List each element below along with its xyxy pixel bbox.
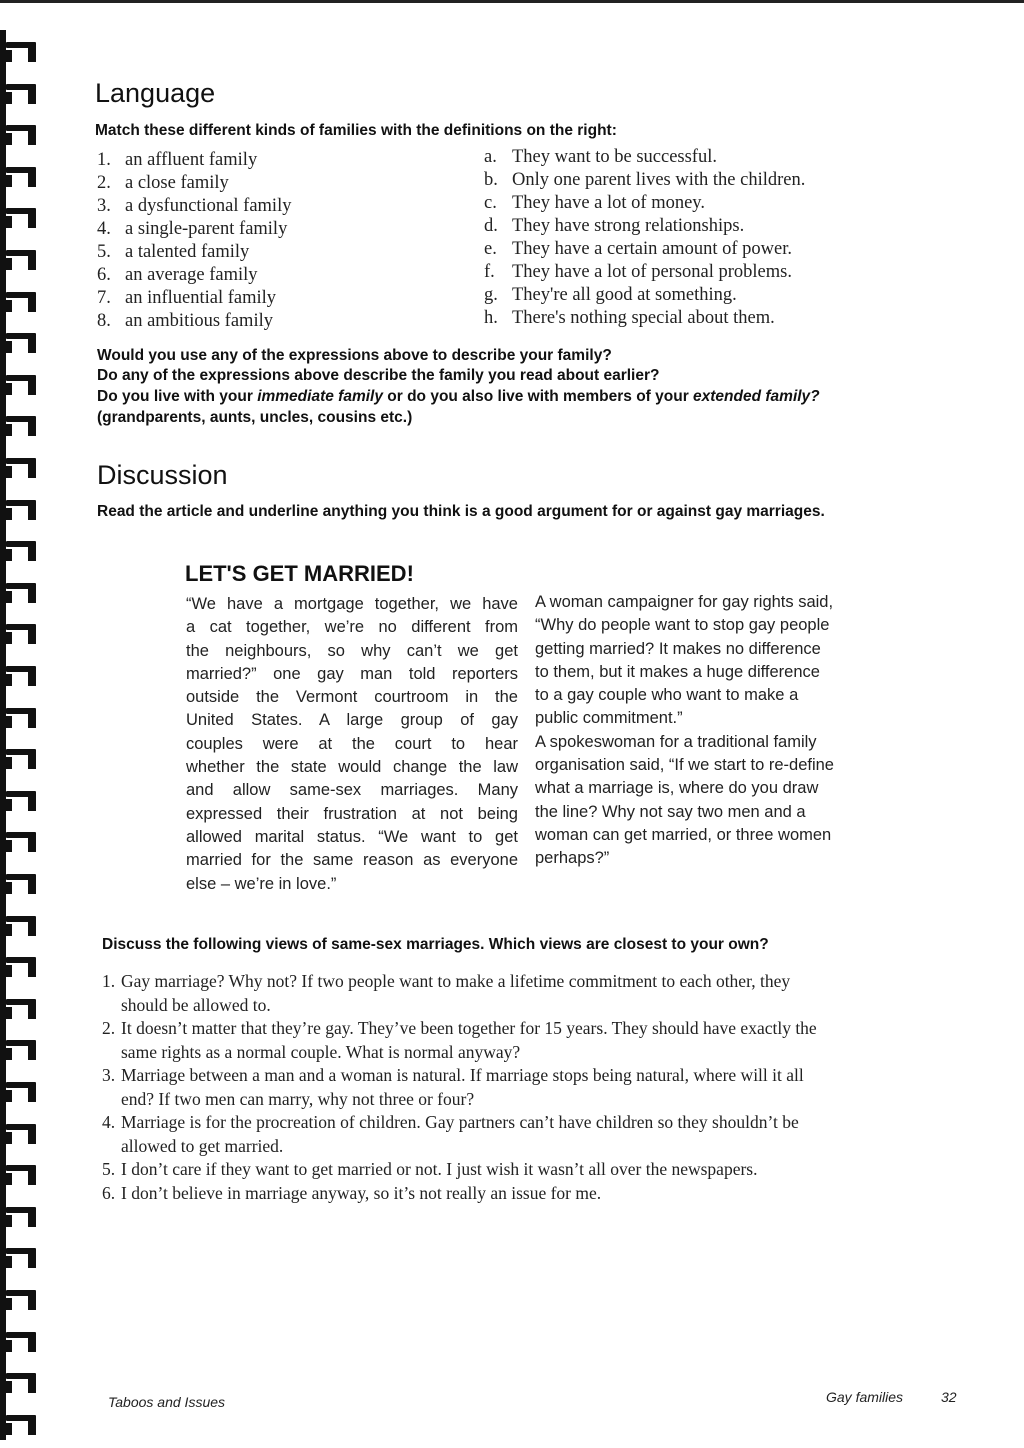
article-line: to a gay couple who want to make a <box>535 686 799 705</box>
binding-ring <box>6 1332 36 1352</box>
article-line: to them, but it makes a huge difference <box>535 662 820 681</box>
article-line: the line? Why not say two men and a <box>535 802 806 821</box>
definition-item: e. They have a certain amount of power. <box>484 239 792 259</box>
definition-item: a. They want to be successful. <box>484 147 717 167</box>
definition-item: f. They have a lot of personal problems. <box>484 262 792 282</box>
view-item: 6. I don’t believe in marriage anyway, so it’s not really an issue for me. <box>102 1182 602 1203</box>
binding-ring <box>6 957 36 977</box>
binding-ring <box>6 42 36 62</box>
view-item: 1. Gay marriage? Why not? If two people want to make a lifetime commitment to each other, they <box>102 971 791 991</box>
family-item: 2. a close family <box>97 173 229 193</box>
article-line: married?” one gay man told reporters <box>186 664 518 683</box>
language-heading: Language <box>95 78 216 108</box>
article-line: outside the Vermont courtroom in the <box>186 688 518 707</box>
article-line: A woman campaigner for gay rights said, <box>535 593 834 611</box>
article-title: LET'S GET MARRIED! <box>185 561 414 586</box>
discussion-instruction: Read the article and underline anything you think is a good argument for or against gay marriages. <box>97 503 825 520</box>
binding-ring <box>6 708 36 728</box>
article-line: “We have a mortgage together, we have <box>186 595 518 613</box>
definition-item: g. They're all good at something. <box>484 285 737 305</box>
question-1: Would you use any of the expressions above to describe your family? <box>97 347 612 364</box>
view-item-continuation: allowed to get married. <box>121 1135 284 1156</box>
binding-ring <box>6 666 36 686</box>
footer-page-number: 32 <box>941 1389 957 1405</box>
article-line: woman can get married, or three women <box>535 825 832 844</box>
question-4: (grandparents, aunts, uncles, cousins etc.) <box>97 409 413 426</box>
footer-unit-title: Gay families <box>826 1389 904 1405</box>
view-item-continuation: end? If two men can marry, why not three or four? <box>121 1088 475 1109</box>
binding-ring <box>6 1207 36 1227</box>
article-line: public commitment.” <box>535 709 683 728</box>
article-line: organisation said, “If we start to re-define <box>535 756 834 775</box>
binding-ring <box>6 1040 36 1060</box>
binding-ring <box>6 624 36 644</box>
family-item: 6. an average family <box>97 265 258 285</box>
article-column-2 <box>535 591 871 871</box>
binding-ring <box>6 1165 36 1185</box>
article-line: the neighbours, so why can’t we get <box>186 641 518 660</box>
article-line: allowed marital status. “We want to get <box>186 827 518 846</box>
binding-ring <box>6 1290 36 1310</box>
definitions-list <box>484 146 805 330</box>
family-item: 3. a dysfunctional family <box>97 196 292 216</box>
definition-item: h. There's nothing special about them. <box>484 308 775 328</box>
definition-item: d. They have strong relationships. <box>484 216 745 236</box>
binding-ring <box>6 125 36 145</box>
binding-ring <box>6 999 36 1019</box>
family-item: 8. an ambitious family <box>97 311 273 331</box>
family-item: 5. a talented family <box>97 242 250 262</box>
view-item: 4. Marriage is for the procreation of children. Gay partners can’t have children so they shouldn’t be <box>102 1112 799 1132</box>
article-line: and allow same-sex marriages. Many <box>186 781 518 800</box>
binding-ring <box>6 749 36 769</box>
view-item-continuation: should be allowed to. <box>121 994 271 1015</box>
binding-ring <box>6 874 36 894</box>
binding-ring <box>6 1373 36 1393</box>
binding-ring <box>6 500 36 520</box>
binding-ring <box>6 1082 36 1102</box>
binding-ring <box>6 458 36 478</box>
binding-ring <box>6 250 36 270</box>
binding-ring <box>6 583 36 603</box>
article-line: expressed their frustration at not being <box>186 804 518 823</box>
view-item: 2. It doesn’t matter that they’re gay. They’ve been together for 15 years. They should have exactly the <box>102 1018 817 1038</box>
article-line: a cat together, we’re no different from <box>186 618 518 637</box>
binding-ring <box>6 167 36 187</box>
article-line: else – we’re in love.” <box>186 874 337 893</box>
views-list <box>102 970 947 1205</box>
article-line: whether the state would change the law <box>186 758 518 777</box>
article-line: “Why do people want to stop gay people <box>535 616 830 635</box>
article-line: getting married? It makes no difference <box>535 639 821 658</box>
spiral-binding <box>0 30 44 1440</box>
binding-ring <box>6 416 36 436</box>
view-item-continuation: same rights as a normal couple. What is normal anyway? <box>121 1041 521 1062</box>
binding-ring <box>6 84 36 104</box>
article-line: perhaps?” <box>535 849 610 868</box>
match-instruction: Match these different kinds of families with the definitions on the right: <box>95 122 617 139</box>
page-top-edge <box>0 0 1024 3</box>
family-item: 1. an affluent family <box>97 150 258 170</box>
discussion-heading: Discussion <box>97 460 228 490</box>
views-instruction: Discuss the following views of same-sex marriages. Which views are closest to your own? <box>102 936 769 953</box>
question-2: Do any of the expressions above describe the family you read about earlier? <box>97 367 660 384</box>
families-list <box>97 149 291 333</box>
binding-ring <box>6 791 36 811</box>
article-line: A spokeswoman for a traditional family <box>535 732 817 751</box>
binding-ring <box>6 333 36 353</box>
article-column-1 <box>186 593 518 896</box>
article-line: what a marriage is, where do you draw <box>535 779 819 798</box>
binding-ring <box>6 208 36 228</box>
binding-ring <box>6 1415 36 1435</box>
binding-ring <box>6 292 36 312</box>
binding-ring <box>6 1124 36 1144</box>
view-item: 3. Marriage between a man and a woman is natural. If marriage stops being natural, where will it all <box>102 1065 804 1085</box>
family-item: 7. an influential family <box>97 288 277 308</box>
article-line: couples were at the court to hear <box>186 734 518 753</box>
article-line: married for the same reason as everyone <box>186 851 518 870</box>
question-3: Do you live with your immediate family or do you also live with members of your extended family? <box>97 388 820 405</box>
view-item: 5. I don’t care if they want to get married or not. I just wish it wasn’t all over the newspapers. <box>102 1159 758 1179</box>
binding-ring <box>6 375 36 395</box>
binding-ring <box>6 916 36 936</box>
binding-ring <box>6 541 36 561</box>
binding-ring <box>6 832 36 852</box>
definition-item: b. Only one parent lives with the children. <box>484 170 806 190</box>
footer-book-title: Taboos and Issues <box>108 1394 226 1410</box>
definition-item: c. They have a lot of money. <box>484 193 705 213</box>
binding-ring <box>6 1248 36 1268</box>
family-item: 4. a single-parent family <box>97 219 288 239</box>
article-line: United States. A large group of gay <box>186 711 518 730</box>
